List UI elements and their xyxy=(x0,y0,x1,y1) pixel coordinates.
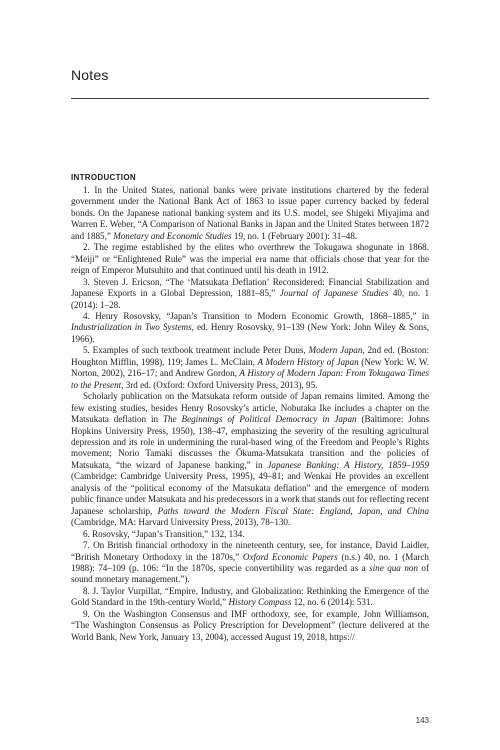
note-text: Scholarly publication on the Matsukata reform outside of Japan remains limited. Among the few existing studies, besides Henry Rosovsky’s article, Nobutaka Ike includes a chapter on the Matsukata deflation in xyxy=(71,391,429,425)
note-text: 9. On the Washington Consensus and IMF orthodoxy, see, for example, John Williamson, “The Washington Consensus as Policy Prescription for Development” (lecture delivered at the World Bank, New York, January 13, 2004), accessed August 19, 2018, https:// xyxy=(71,608,429,642)
note-text: , 2nd ed. (Boston: Houghton Mifflin, 1998), 119; James L. McClain, xyxy=(71,345,429,367)
note-paragraph xyxy=(71,529,429,540)
notes-body xyxy=(71,185,429,643)
note-paragraph xyxy=(71,242,429,276)
note-text: , ed. Henry Rosovsky, 91–139 (New York: John Wiley & Sons, 1966). xyxy=(71,322,430,344)
page-title: Notes xyxy=(71,67,109,83)
note-italic-title: A History of Modern Japan: From Tokugawa Times to the Present xyxy=(71,368,429,390)
note-italic-title: Modern Japan xyxy=(308,345,363,356)
heading-divider xyxy=(71,98,429,99)
section-heading: INTRODUCTION xyxy=(71,173,136,182)
note-text: , 3rd ed. (Oxford: Oxford University Press, 2013), 95. xyxy=(121,379,318,390)
note-text: 5. Examples of such textbook treatment include Peter Duus, xyxy=(83,345,309,356)
note-text: 19, no. 1 (February 2001): 31–48. xyxy=(231,230,358,241)
note-text: (Cambridge, MA: Harvard University Press, 2013), 78–130. xyxy=(71,517,291,528)
page-number: 143 xyxy=(415,716,429,725)
note-italic-title: History Compass xyxy=(228,597,292,608)
note-paragraph xyxy=(71,345,429,391)
note-paragraph xyxy=(71,185,429,242)
note-text: 2. The regime established by the elites who overthrew the Tokugawa shogunate in 1868. “Meiji” or “Enlightened Rule” was the imperial era name that officials chose that year for the reign of Emperor Mutsuhito and that continued until his death in 1912. xyxy=(71,242,429,276)
note-paragraph xyxy=(71,311,429,345)
note-text: 40, no. 1 (2014): 1–28. xyxy=(71,288,429,310)
note-italic-title: A Modern History of Japan xyxy=(257,356,359,367)
note-paragraph xyxy=(71,586,429,609)
note-paragraph xyxy=(71,277,429,311)
note-paragraph xyxy=(71,609,429,643)
note-text: (n.s.) 40, no. 1 (March 1988): 74–109 (p. 106: “In the 1870s, specie convertibility was regarded as a xyxy=(71,551,429,573)
note-italic-title: The Beginnings of Political Democracy in Japan xyxy=(162,414,357,425)
note-italic-title: Japanese Banking: A History, 1859–1959 xyxy=(267,459,430,470)
note-text: (Baltimore: Johns Hopkins University Press, 1950), 138–47, emphasizing the severity of the resulting agricultural depression and its role in undermining the rural-based wing of the Freedom and People’s Rights movement; Norio Tamaki discusses the Ōkuma-Matsukata transition and the policies of Matsukata, “the wizard of Japanese banking,” in xyxy=(71,414,429,470)
note-text: 12, no. 6 (2014): 531. xyxy=(291,597,373,608)
note-italic-title: Paths toward the Modern Fiscal State: England, Japan, and China xyxy=(157,505,429,516)
note-text: 3. Steven J. Ericson, “The ‘Matsukata Deflation’ Reconsidered: Financial Stabilization and Japanese Exports in a Global Depression, 1881–85,” xyxy=(71,276,429,299)
note-text: 4. Henry Rosovsky, “Japan’s Transition to Modern Economic Growth, 1868–1885,” in xyxy=(83,310,429,321)
note-italic-title: sine qua non xyxy=(369,562,418,573)
note-italic-title: Industrialization in Two Systems xyxy=(71,322,192,333)
note-italic-title: Journal of Japanese Studies xyxy=(279,288,389,299)
note-text: 1. In the United States, national banks were private institutions chartered by the federal government under the National Bank Act of 1863 to issue paper currency backed by federal bonds. On the Japanese national banking system and its U.S. model, see Shigeki Miyajima and Warren E. Weber, “A Comparison of National Banks in Japan and the United States between 1872 and 1885,” xyxy=(71,185,429,241)
note-paragraph xyxy=(71,391,429,528)
note-text: 8. J. Taylor Vurpillat, “Empire, Industry, and Globalization: Rethinking the Emergence of the Gold Standard in the 19th-century World,” xyxy=(71,585,429,608)
note-italic-title: Monetary and Economic Studies xyxy=(113,230,232,241)
note-text: 6. Rosovsky, “Japan’s Transition,” 132, 134. xyxy=(83,528,245,539)
note-italic-title: Oxford Economic Papers xyxy=(242,551,338,562)
note-text: of sound monetary management.”). xyxy=(71,562,430,585)
note-text: 7. On British financial orthodoxy in the nineteenth century, see, for instance, David Laidler, “British Monetary Orthodoxy in the 1870s,” xyxy=(71,540,429,562)
note-text: (Cambridge: Cambridge University Press, 1995), 49–81; and Wenkai He provides an excellent analysis of the “political economy of the Matsukata deflation” and the emergence of modern public finance under Matsukata and his predecessors in a work that stands out for reflecting recent Japanese scholarship, xyxy=(71,471,429,516)
note-text: (New York: W. W. Norton, 2002), 216–17; and Andrew Gordon, xyxy=(71,356,429,379)
note-paragraph xyxy=(71,540,429,586)
